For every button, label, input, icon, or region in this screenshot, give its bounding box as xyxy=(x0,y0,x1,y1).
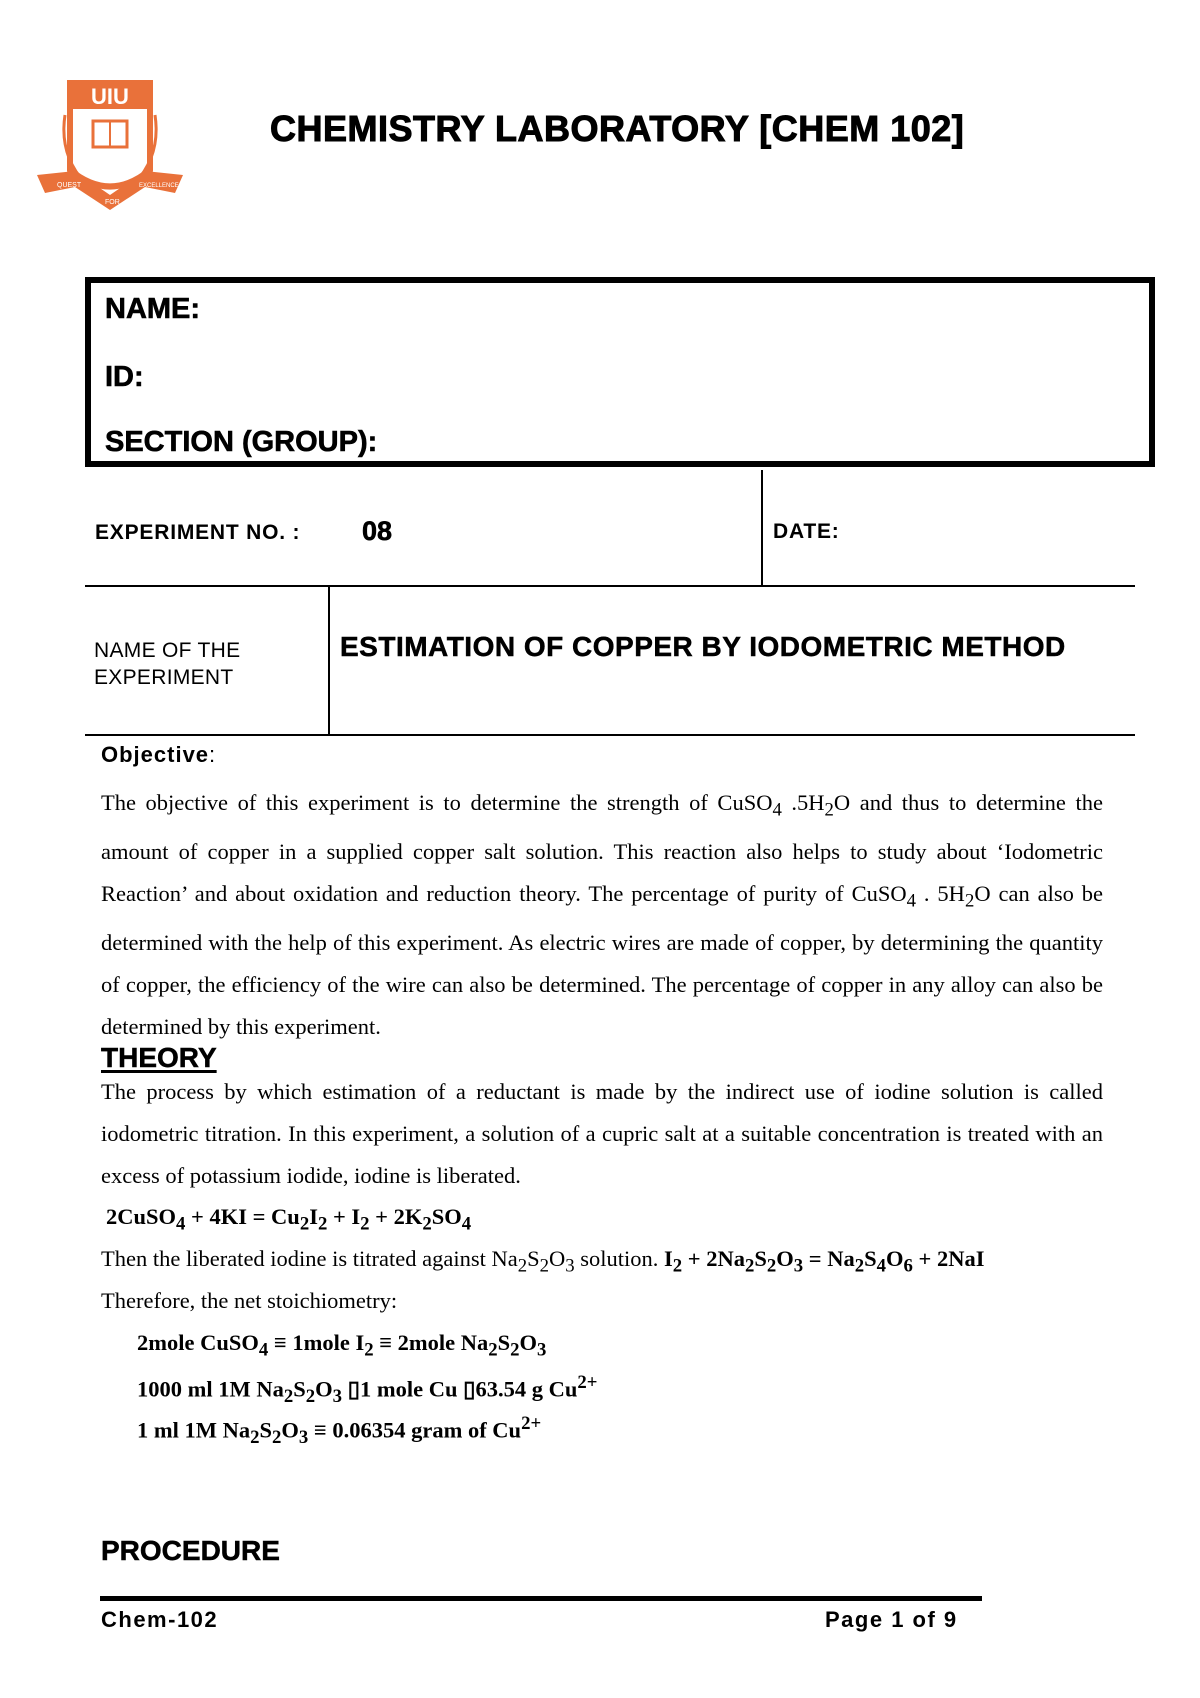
stoichiometry-line-2: 1000 ml 1M $Na_2S_2O_3$ ▯1 mole Cu ▯63.54 g $Cu^{2+}$ xyxy=(137,1372,598,1407)
university-logo xyxy=(35,75,185,215)
stoichiometry-line-1: 2mole CuSO$_4$ ≡ 1mole $I_2$ ≡ 2mole $Na_2S_2O_3$ xyxy=(137,1330,547,1361)
theory-heading: THEORY xyxy=(101,1042,217,1073)
table-rule xyxy=(85,585,1135,587)
experiment-title: ESTIMATION OF COPPER BY IODOMETRIC METHOD xyxy=(340,631,1066,662)
svg-text:EXCELLENCE: EXCELLENCE xyxy=(139,183,179,189)
logo-crest-icon xyxy=(37,83,183,210)
objective-paragraph: The objective of this experiment is to determine the strength of CuSO$_4$ $.5H_2O$ and thus to determine the amount of copper in a supplied copper salt solution. This reaction also helps to study about ‘Iodometric Reaction’ and about oxidation and reduction theory. The percentage of purity of CuSO$_4$ . $5H_2O$ can also be determined with the help of this experiment. As electric wires are made of copper, by determining the quantity of copper, the efficiency of the wire can also be determined. The percentage of copper in any alloy can also be determined by this experiment. xyxy=(101,790,1104,1039)
page-number: Page 1 of 9 xyxy=(825,1607,958,1632)
experiment-number-label: EXPERIMENT NO. : xyxy=(95,521,301,544)
reaction-equation-1: 2CuSO$_4$ + $4KI = Cu_2I_2 + I_2 + 2K_2SO_4$ xyxy=(106,1204,472,1235)
experiment-name-label: NAME OF THE EXPERIMENT xyxy=(94,639,241,689)
objective-heading: Objective: xyxy=(101,742,217,767)
document-title: CHEMISTRY LABORATORY [CHEM 102] xyxy=(270,108,965,149)
svg-text:QUEST: QUEST xyxy=(57,182,82,189)
table-divider xyxy=(761,470,763,586)
footer-course-code: Chem-102 xyxy=(101,1607,219,1632)
theory-paragraph: The process by which estimation of a reductant is made by the indirect use of iodine solution is called iodometric titration. In this experiment, a solution of a cupric salt at a suitable concentration is treated with an excess of potassium iodide, iodine is liberated. xyxy=(101,1079,1103,1188)
date-label: DATE: xyxy=(773,520,840,543)
stoichiometry-line-3: 1 ml 1M $Na_2S_2O_3 \equiv 0.06354$ gram of $Cu^{2+}$ xyxy=(137,1413,542,1448)
name-label: NAME: xyxy=(105,293,201,325)
procedure-heading: PROCEDURE xyxy=(101,1535,280,1566)
svg-text:FOR: FOR xyxy=(105,199,120,206)
footer-rule xyxy=(100,1596,982,1601)
table-rule xyxy=(85,734,1135,736)
id-label: ID: xyxy=(105,361,144,393)
svg-text:UIU: UIU xyxy=(91,84,129,109)
section-label: SECTION (GROUP): xyxy=(105,426,378,458)
titration-sentence: Then the liberated iodine is titrated against $Na_2S_2O_3$ solution. $I_2 + 2Na_2S_2O_3 = Na_2S_4O_6 + 2NaI$ xyxy=(101,1246,985,1277)
table-divider xyxy=(328,585,330,735)
reaction-equation-2: $I_2 + 2Na_2S_2O_3 = Na_2S_4O_6 + 2NaI$ xyxy=(664,1246,985,1277)
experiment-number-value: 08 xyxy=(362,516,393,546)
student-info-box xyxy=(85,277,1155,467)
stoichiometry-intro: Therefore, the net stoichiometry: xyxy=(101,1288,398,1313)
